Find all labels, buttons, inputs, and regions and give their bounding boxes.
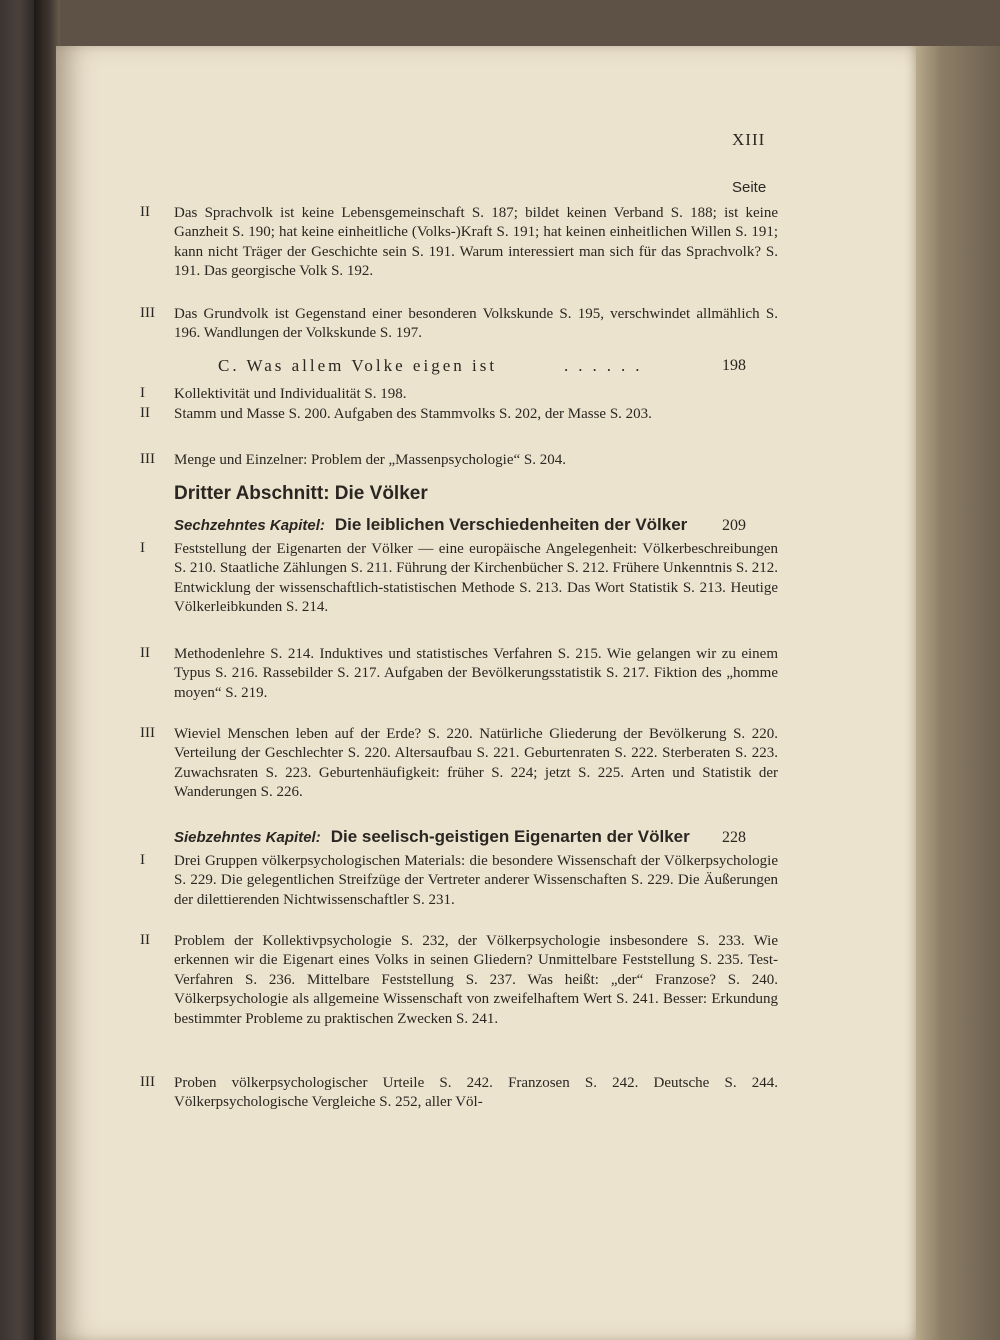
toc-entry (140, 725, 778, 803)
entry-number: I (140, 852, 145, 868)
book-cover-edge (0, 0, 34, 1340)
toc-entry (140, 932, 778, 1029)
entry-number: III (140, 451, 155, 467)
chapter-title: Die seelisch-geistigen Eigenarten der Völker (330, 827, 690, 846)
entry-number: III (140, 305, 155, 321)
entry-number: III (140, 725, 155, 741)
toc-entry (140, 405, 778, 424)
toc-entry (140, 451, 778, 470)
chapter-title: Die leiblichen Verschiedenheiten der Völker (334, 515, 688, 534)
entry-number: II (140, 932, 150, 948)
chapter-heading (174, 515, 778, 535)
entry-number: I (140, 540, 145, 556)
entry-number: II (140, 405, 150, 421)
entry-text: Das Grundvolk ist Gegenstand einer besonderen Volkskunde S. 195, verschwindet allmählich S. 196. Wandlungen der Volkskunde S. 197. (174, 306, 778, 342)
entry-number: I (140, 385, 145, 401)
page-number: 209 (722, 517, 746, 534)
entry-text: Wieviel Menschen leben auf der Erde? S. 220. Natürliche Gliederung der Bevölkerung S. 220. Verteilung der Geschlechter S. 220. Altersaufbau S. 221. Geburtenraten S. 222. Sterberaten S. 223. Zuwachsraten S. 223. Geburtenhäufigkeit: früher S. 224; jetzt S. 225. Arten und Statistik der Wanderungen S. 226. (174, 726, 778, 801)
leader-dots: ...... (564, 356, 650, 375)
chapter-label: Sechzehntes Kapitel: (174, 517, 325, 534)
toc-entry (140, 1074, 778, 1113)
toc-entry (140, 385, 778, 404)
entry-number: II (140, 204, 150, 220)
page-folio: XIII (732, 130, 766, 149)
toc-entry (140, 852, 778, 910)
toc-entry (140, 540, 778, 618)
page-number: 228 (722, 829, 746, 846)
chapter-label: Siebzehntes Kapitel: (174, 829, 321, 846)
entry-number: III (140, 1074, 155, 1090)
entry-text: Kollektivität und Individualität S. 198. (174, 386, 407, 402)
toc-entry (140, 204, 778, 282)
entry-text: Proben völkerpsychologischer Urteile S. 242. Franzosen S. 242. Deutsche S. 244. Völkerpsychologische Vergleiche S. 252, aller Völ- (174, 1075, 778, 1111)
entry-text: Das Sprachvolk ist keine Lebensgemeinschaft S. 187; bildet keinen Verband S. 188; ist keine Ganzheit S. 190; hat keine einheitliche (Volks-)Kraft S. 191; hat keinen einheitlichen Willen S. 191; kann nicht Träger der Geschichte sein S. 191. Warum interessiert man sich für das Sprachvolk? S. 191. Das georgische Volk S. 192. (174, 205, 778, 280)
page-number: 198 (722, 357, 746, 374)
entry-text: Feststellung der Eigenarten der Völker — eine europäische Angelegenheit: Völkerbeschreibungen S. 210. Staatliche Zählungen S. 211. Führung der Kirchenbücher S. 212. Frühere Unkenntnis S. 212. Entwicklung der wissenschaftlich-statistischen Methode S. 213. Das Wort Statistik S. 213. Heutige Völkerleibkunden S. 214. (174, 541, 778, 616)
entry-number: II (140, 645, 150, 661)
entry-text: Drei Gruppen völkerpsychologischen Materials: die besondere Wissenschaft der Völkerpsychologie S. 229. Die gelegentlichen Streifzüge der Vertreter anderer Wissenschaften S. 229. Die Äußerungen der dilettierenden Nichtwissenschaftler S. 231. (174, 853, 778, 908)
part-heading: Dritter Abschnitt: Die Völker (174, 483, 428, 504)
page-edge (916, 46, 1000, 1340)
entry-text: Menge und Einzelner: Problem der „Massenpsychologie“ S. 204. (174, 452, 566, 468)
seite-label: Seite (732, 179, 767, 196)
book-page (56, 46, 916, 1340)
entry-text: Stamm und Masse S. 200. Aufgaben des Stammvolks S. 202, der Masse S. 203. (174, 406, 652, 422)
section-heading: C. Was allem Volke eigen ist (218, 356, 498, 375)
entry-text: Methodenlehre S. 214. Induktives und statistisches Verfahren S. 215. Wie gelangen wir zu einem Typus S. 216. Rassebilder S. 217. Aufgaben der Bevölkerungsstatistik S. 217. Fiktion des „homme moyen“ S. 219. (174, 646, 778, 701)
chapter-heading (174, 827, 778, 847)
toc-entry (140, 645, 778, 703)
toc-entry (140, 305, 778, 344)
entry-text: Problem der Kollektivpsychologie S. 232, der Völkerpsychologie insbesondere S. 233. Wie erkennen wir die Eigenart eines Volks in seinen Gliedern? Unmittelbare Feststellung S. 235. Test-Verfahren S. 236. Mittelbare Feststellung S. 237. Was heißt: „der“ Franzose? S. 240. Völkerpsychologie als allgemeine Wissenschaft von zweifelhaftem Wert S. 241. Besser: Erkundung bestimmter Probleme zu praktischen Zwecken S. 241. (174, 933, 778, 1027)
